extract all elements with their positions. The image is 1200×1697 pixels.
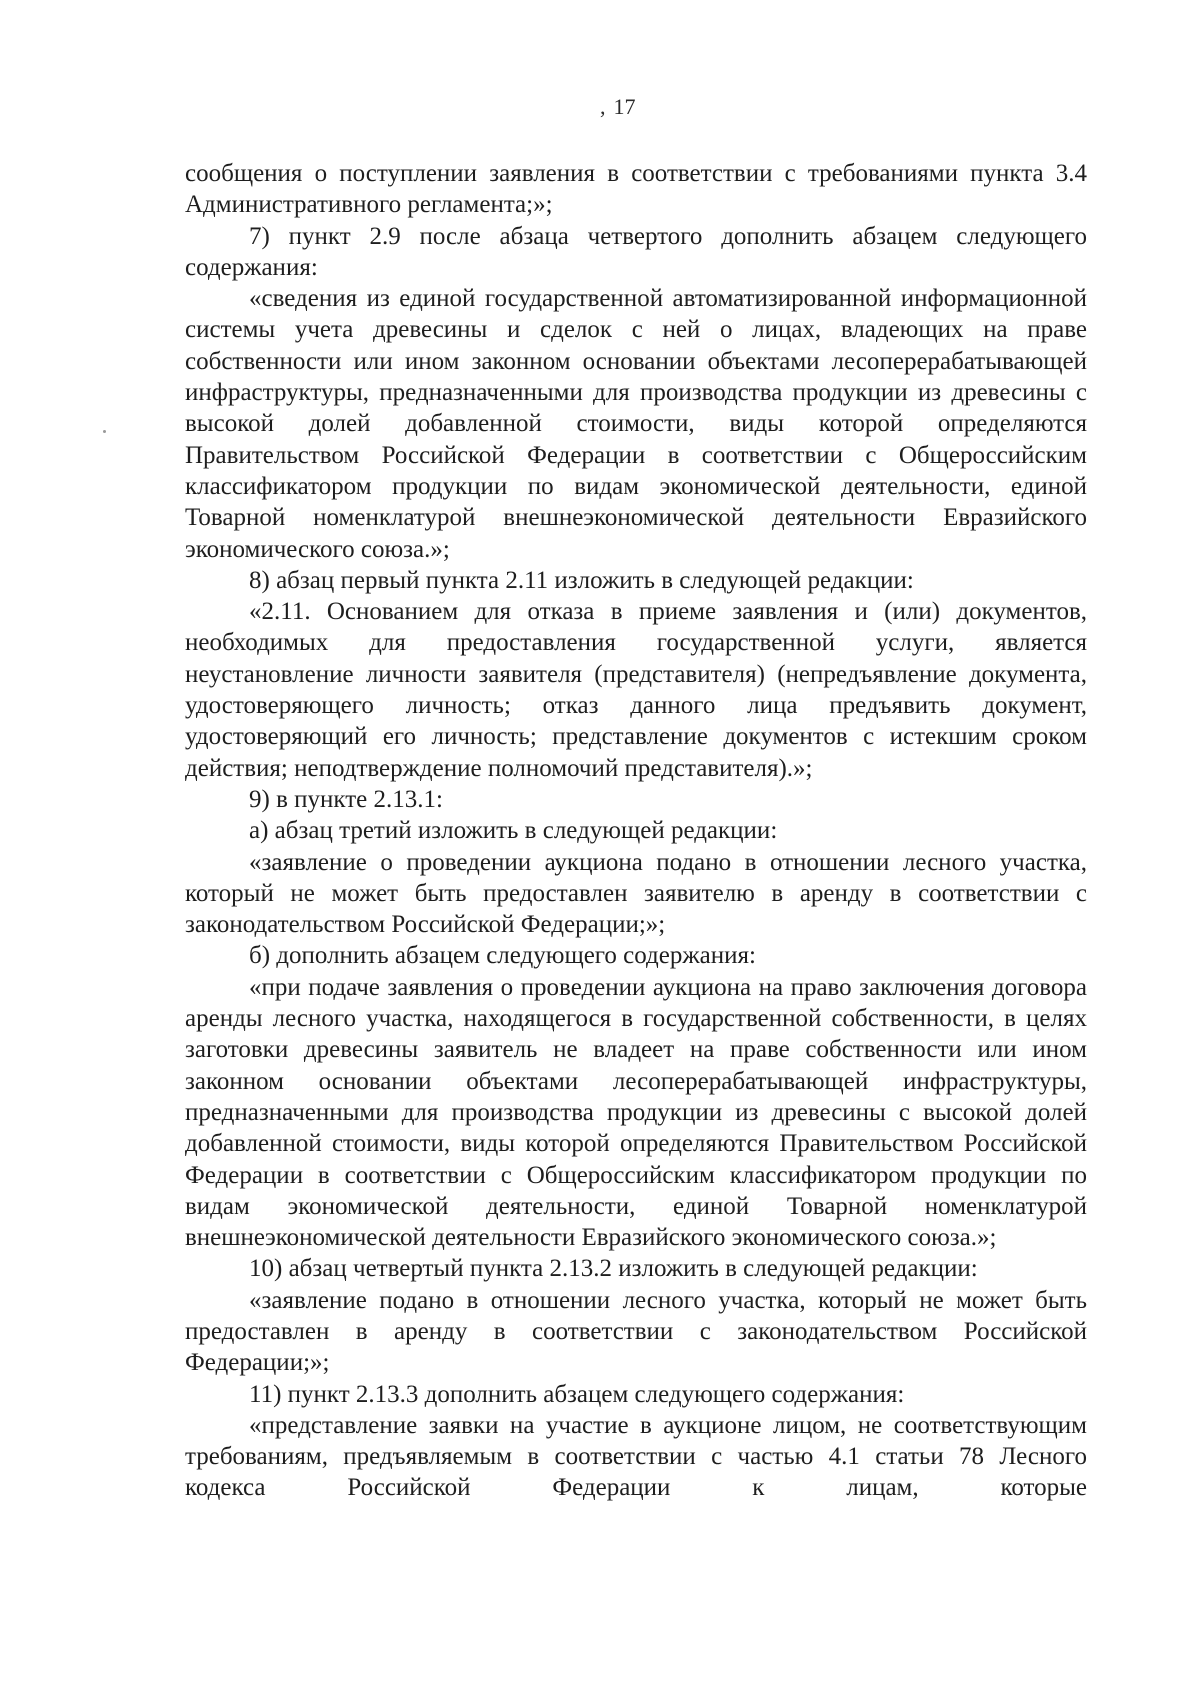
paragraph-quote-2-9: «сведения из единой государственной автоматизированной информационной системы учета древесины и сделок с ней о лицах, владеющих на праве собственности или ином законном основании объектами лесоперерабатывающей инфраструктуры, предназначенными для производства продукции из древесины с высокой долей добавленной стоимости, виды которой определяются Правительством Российской Федерации в соответствии с Общероссийским классификатором продукции по видам экономической деятельности, единой Товарной номенклатурой внешнеэкономической деятельности Евразийского экономического союза.»; <box>185 285 1087 563</box>
paragraph-item-10: 10) абзац четвертый пункта 2.13.2 изложить в следующей редакции: <box>249 1255 978 1283</box>
page-number-mark: , <box>600 94 606 119</box>
paragraph-quote-2-13-1-a: «заявление о проведении аукциона подано в отношении лесного участка, который не может быть предоставлен заявителю в аренду в соответствии с законодательством Российской Федерации;»; <box>185 848 1087 939</box>
paragraph-item-9a: а) абзац третий изложить в следующей редакции: <box>249 817 778 845</box>
paragraph-continuation: сообщения о поступлении заявления в соответствии с требованиями пункта 3.4 Административного регламента;»; <box>185 160 1087 219</box>
page-number-value: 17 <box>613 94 636 119</box>
paragraph-item-8: 8) абзац первый пункта 2.11 изложить в следующей редакции: <box>249 566 914 594</box>
page-number <box>600 92 660 122</box>
paragraph-item-7: 7) пункт 2.9 после абзаца четвертого дополнить абзацем следующего содержания: <box>185 222 1087 281</box>
paragraph-quote-2-13-2: «заявление подано в отношении лесного участка, который не может быть предоставлен в аренду в соответствии с законодательством Российской Федерации;»; <box>185 1286 1087 1377</box>
paragraph-quote-2-13-3: «представление заявки на участие в аукционе лицом, не соответствующим требованиям, предъявляемым в соответствии с частью 4.1 статьи 78 Лесного кодекса Российской Федерации к лицам, которые <box>185 1411 1087 1502</box>
paragraph-item-9b: б) дополнить абзацем следующего содержания: <box>249 942 756 970</box>
scan-speck <box>103 430 106 433</box>
paragraph-item-9: 9) в пункте 2.13.1: <box>249 785 443 813</box>
paragraph-item-11: 11) пункт 2.13.3 дополнить абзацем следующего содержания: <box>249 1380 905 1408</box>
paragraph-quote-2-11: «2.11. Основанием для отказа в приеме заявления и (или) документов, необходимых для предоставления государственной услуги, является неустановление личности заявителя (представителя) (непредъявление документа, удостоверяющего личность; отказ данного лица предъявить документ, удостоверяющий его личность; представление документов с истекшим сроком действия; неподтверждение полномочий представителя).»; <box>185 598 1087 782</box>
document-body <box>185 158 1087 1504</box>
paragraph-quote-2-13-1-b: «при подаче заявления о проведении аукциона на право заключения договора аренды лесного участка, находящегося в государственной собственности, в целях заготовки древесины заявитель не владеет на праве собственности или ином законном основании объектами лесоперерабатывающей инфраструктуры, предназначенными для производства продукции из древесины с высокой долей добавленной стоимости, виды которой определяются Правительством Российской Федерации в соответствии с Общероссийским классификатором продукции по видам экономической деятельности, единой Товарной номенклатурой внешнеэкономической деятельности Евразийского экономического союза.»; <box>185 973 1087 1252</box>
